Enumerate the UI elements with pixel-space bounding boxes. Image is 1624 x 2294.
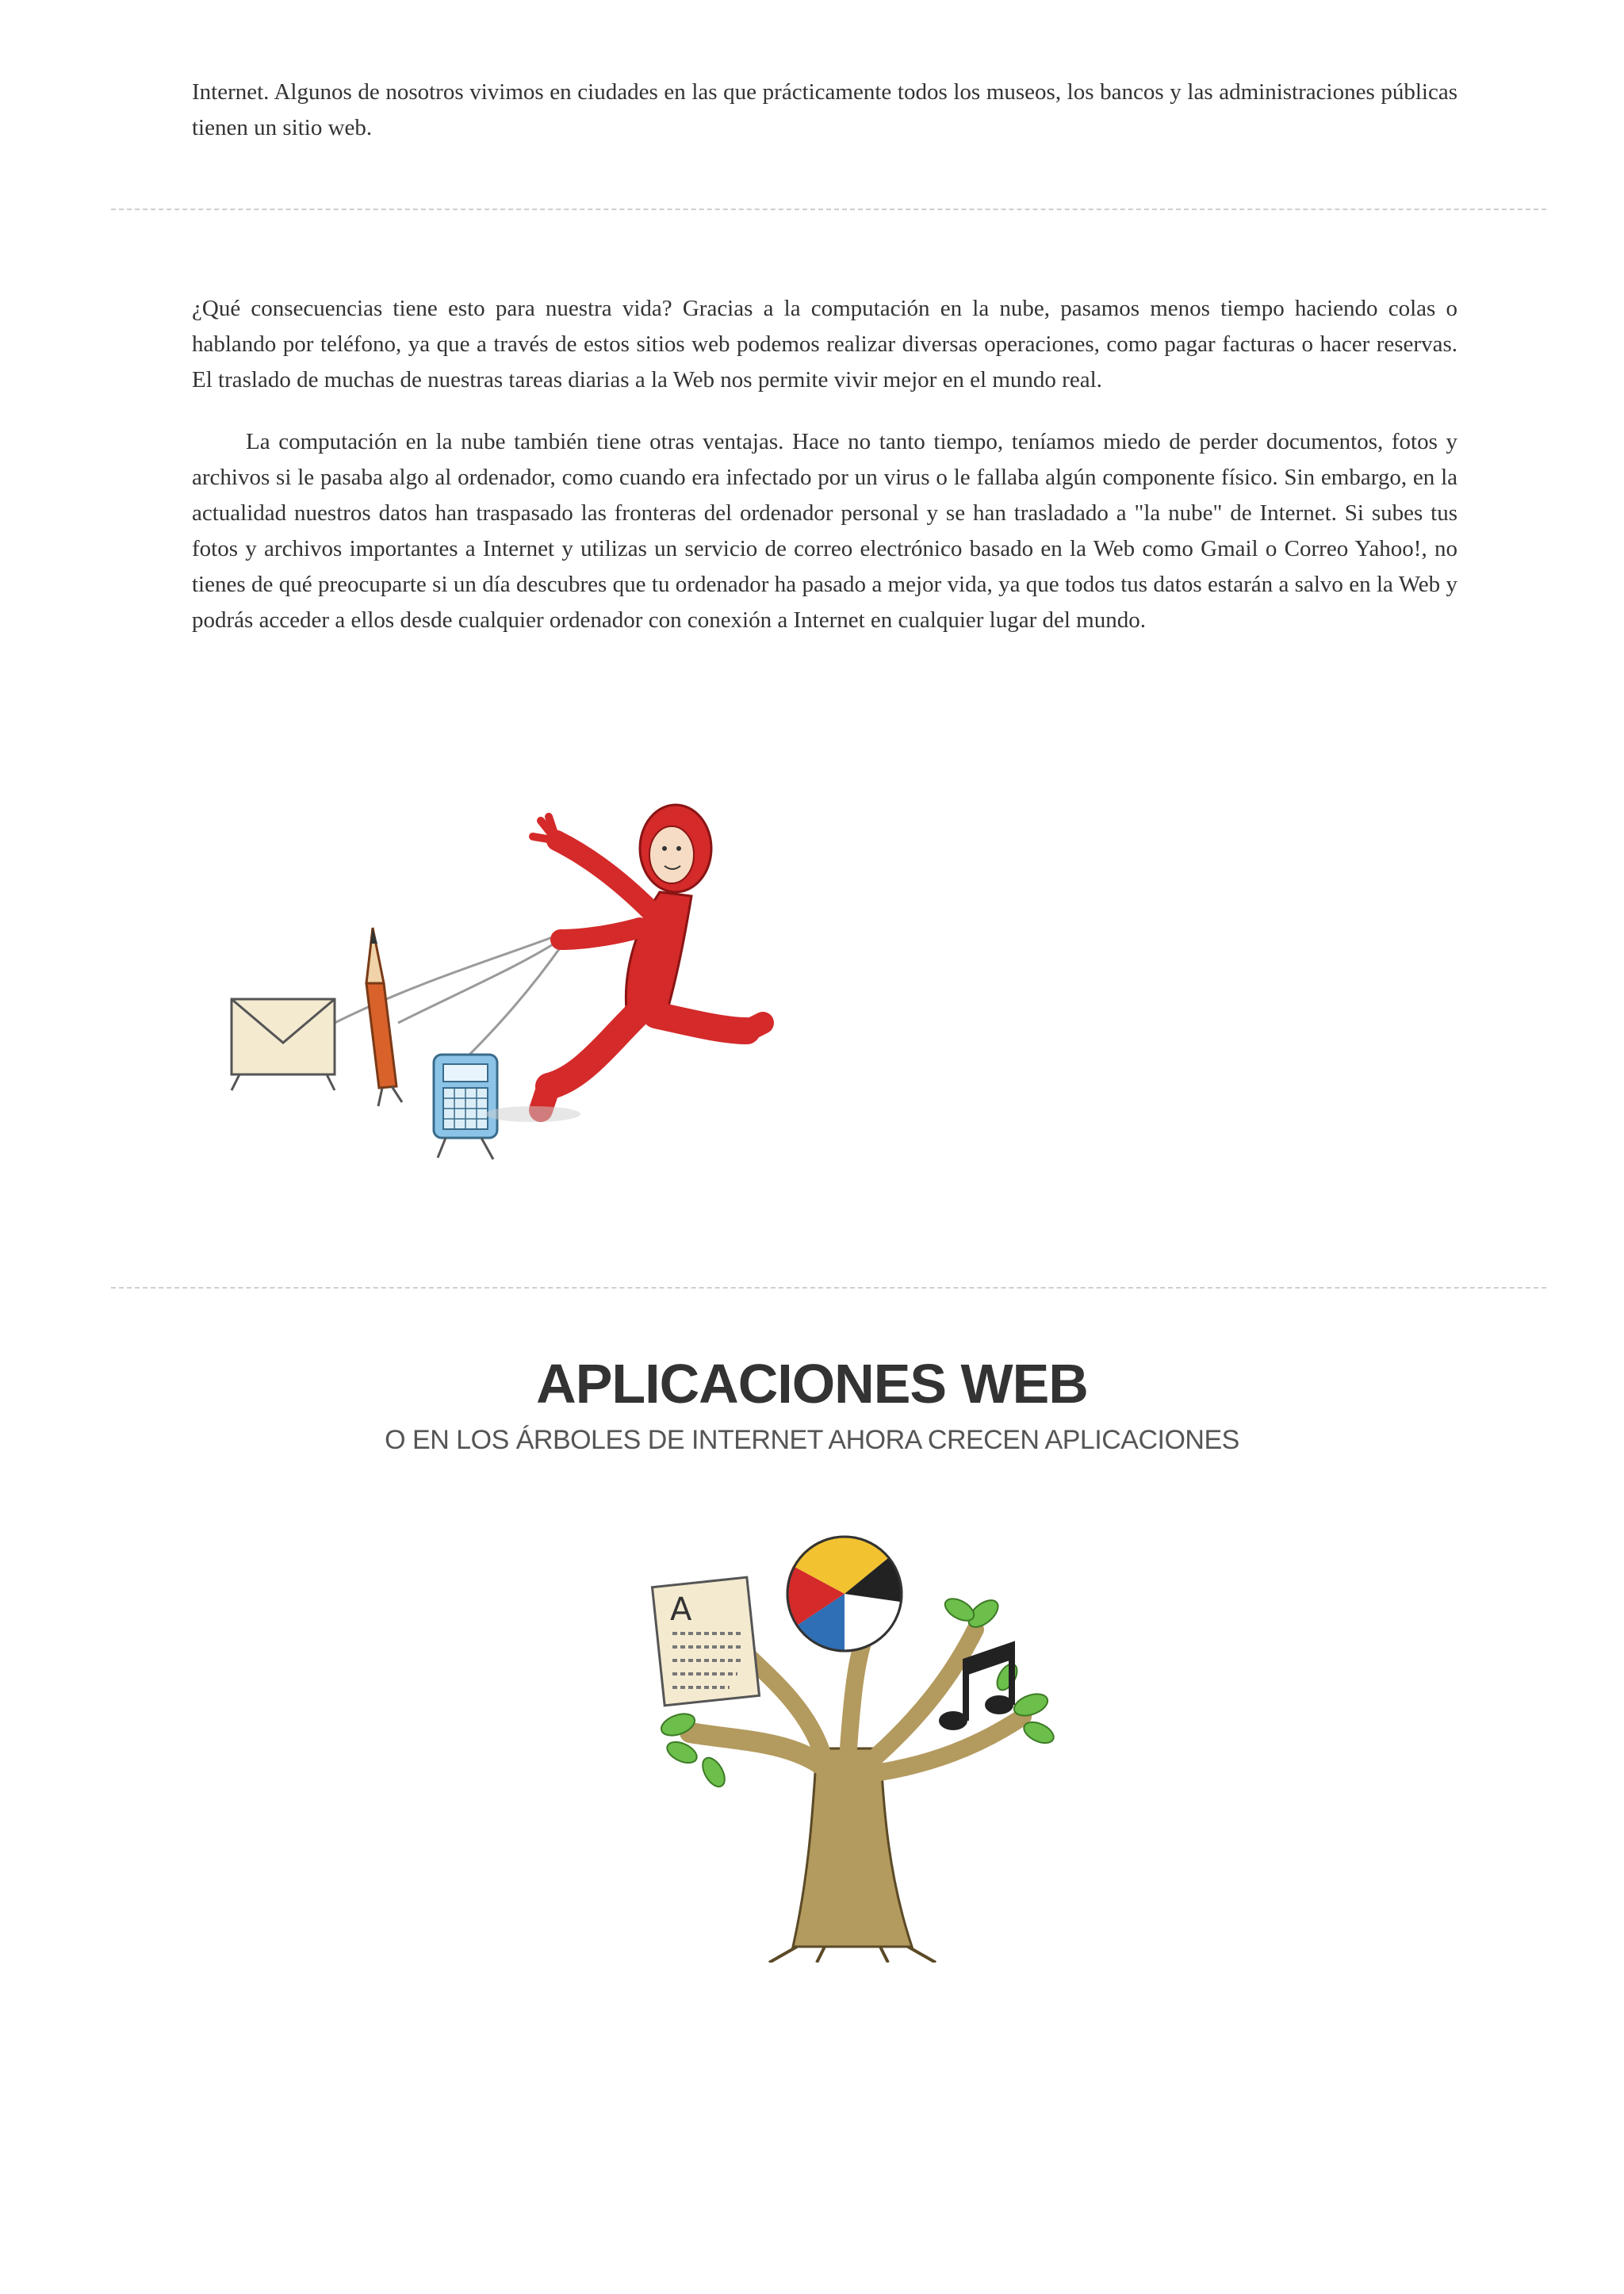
cloud-paragraph-2: La computación en la nube también tiene otras ventajas. Hace no tanto tiempo, teníamos miedo de perder documentos, fotos y archivos si le pasaba algo al ordenador, como cuando era infectado por un virus o le fallaba algún componente físico. Sin embargo, en la actualidad nuestros datos han traspasado las fronteras del ordenador personal y se han trasladado a "la nube" de Internet. Si subes tus fotos y archivos importantes a Internet y utilizas un servicio de correo electrónico basado en la Web como Gmail o Correo Yahoo!, no tienes de qué preocuparte si un día descubres que tu ordenador ha pasado a mejor vida, ya que todos tus datos estarán a salvo en la Web y podrás acceder a ellos desde cualquier ordenador con conexión a Internet en cualquier lugar del mundo. bbox=[192, 429, 1457, 633]
string-calculator bbox=[469, 944, 563, 1055]
running-figure-illustration bbox=[208, 785, 779, 1189]
document-icon bbox=[652, 1577, 759, 1706]
calculator-icon bbox=[434, 1055, 497, 1159]
app-tree-illustration bbox=[626, 1534, 1086, 1963]
intro-paragraph: Internet. Algunos de nosotros vivimos en ciudades en las que prácticamente todos los museos, los bancos y las administraciones públicas tienen un sitio web. bbox=[192, 79, 1457, 140]
pencil-icon bbox=[366, 928, 402, 1106]
section-subtitle: O EN LOS ÁRBOLES DE INTERNET AHORA CRECEN APLICACIONES bbox=[385, 1425, 1239, 1455]
document-letter-icon: A bbox=[670, 1591, 692, 1628]
cloud-section-text bbox=[192, 291, 1457, 638]
section-divider-top bbox=[111, 209, 1546, 210]
section-divider-bottom bbox=[111, 1287, 1546, 1289]
section-title: APLICACIONES WEB bbox=[536, 1353, 1088, 1415]
envelope-icon bbox=[232, 999, 335, 1090]
beach-ball-icon bbox=[787, 1536, 902, 1651]
cloud-paragraph-1: ¿Qué consecuencias tiene esto para nuestra vida? Gracias a la computación en la nube, pasamos menos tiempo haciendo colas o hablando por teléfono, ya que a través de estos sitios web podemos realizar diversas operaciones, como pagar facturas o hacer reservas. El traslado de muchas de nuestras tareas diarias a la Web nos permite vivir mejor en el mundo real. bbox=[192, 296, 1457, 393]
red-figure bbox=[485, 805, 763, 1122]
intro-text bbox=[192, 75, 1457, 146]
